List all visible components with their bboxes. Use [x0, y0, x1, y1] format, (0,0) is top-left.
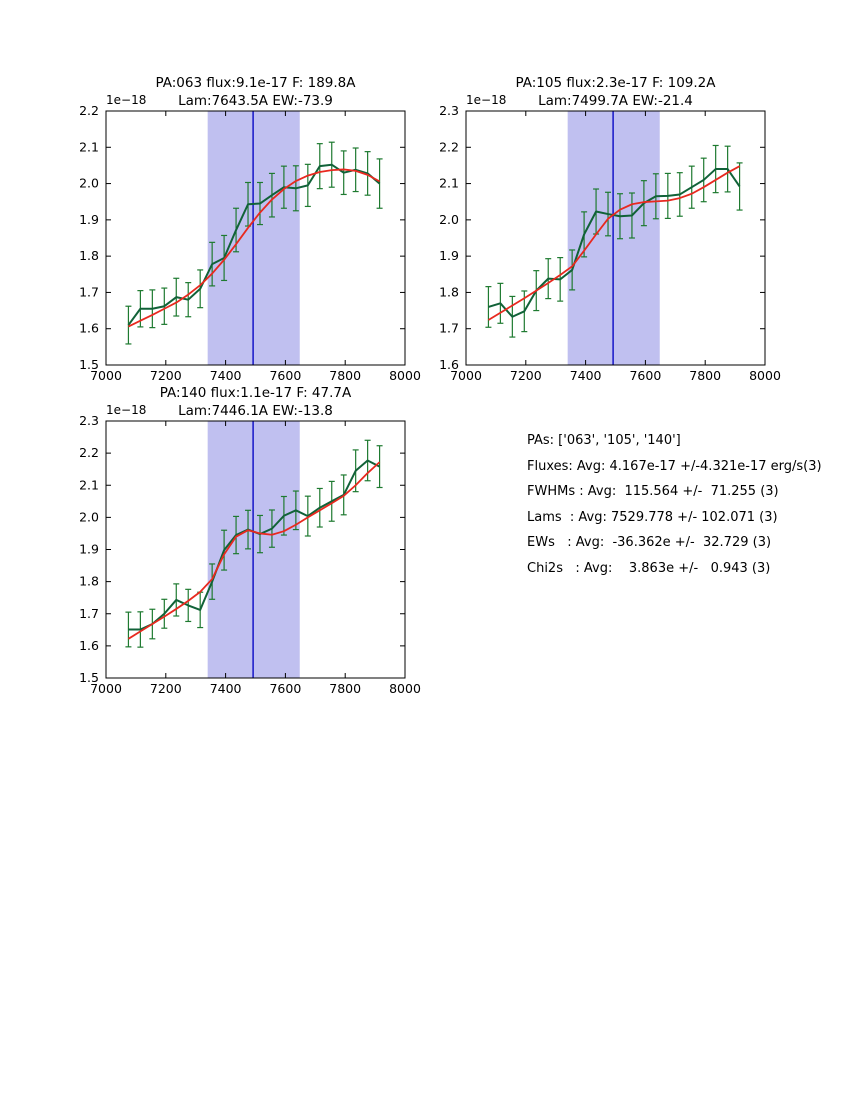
y-tick-label: 2.3: [79, 413, 99, 428]
y-tick-label: 1.5: [79, 357, 99, 372]
plot-title-line1: PA:063 flux:9.1e-17 F: 189.8A: [155, 75, 356, 91]
subplot-pa105: [439, 75, 781, 383]
y-tick-label: 2.2: [79, 445, 99, 461]
y-tick-label: 1.8: [439, 284, 459, 300]
stats-panel: [527, 433, 822, 587]
subplot-pa063: [79, 75, 421, 383]
y-tick-label: 1.6: [79, 637, 99, 653]
y-tick-label: 2.1: [79, 139, 99, 155]
plot-title-line1: PA:140 flux:1.1e-17 F: 47.7A: [159, 385, 352, 401]
stats-line-chi2s: Chi2s : Avg: 3.863e +/- 0.943 (3): [527, 560, 771, 576]
x-tick-label: 8000: [389, 368, 421, 383]
x-tick-label: 7400: [569, 368, 602, 383]
x-tick-label: 7600: [629, 368, 662, 383]
x-tick-label: 7400: [209, 681, 242, 696]
x-tick-label: 7400: [209, 368, 242, 383]
stats-line-ews: EWs : Avg: -36.362e +/- 32.729 (3): [527, 535, 772, 551]
stats-line-lams: Lams : Avg: 7529.778 +/- 102.071 (3): [527, 509, 778, 525]
x-tick-label: 7800: [689, 368, 722, 383]
y-tick-label: 1.9: [79, 211, 99, 227]
y-tick-label: 1.7: [79, 605, 99, 621]
y-tick-label: 1.9: [79, 541, 99, 557]
x-tick-label: 8000: [389, 681, 421, 696]
y-offset-label: 1e−18: [466, 93, 507, 107]
y-tick-label: 2.0: [439, 211, 459, 227]
y-tick-label: 2.2: [79, 103, 99, 118]
plot-title-line1: PA:105 flux:2.3e-17 F: 109.2A: [515, 75, 716, 91]
y-tick-label: 2.1: [439, 175, 459, 191]
x-tick-label: 7600: [269, 368, 302, 383]
y-tick-label: 1.8: [79, 248, 99, 264]
y-tick-label: 1.5: [79, 670, 99, 685]
x-tick-label: 7000: [90, 681, 122, 696]
x-tick-label: 8000: [749, 368, 781, 383]
x-tick-label: 7800: [329, 681, 362, 696]
y-tick-label: 1.7: [439, 320, 459, 336]
stats-line-fwhms: FWHMs : Avg: 115.564 +/- 71.255 (3): [527, 484, 779, 500]
y-tick-label: 1.6: [439, 357, 459, 372]
x-tick-label: 7200: [509, 368, 542, 383]
y-tick-label: 1.7: [79, 284, 99, 300]
y-tick-label: 2.1: [79, 477, 99, 493]
plot-title-line2: Lam:7643.5A EW:-73.9: [178, 93, 333, 109]
plot-title-line2: Lam:7499.7A EW:-21.4: [538, 93, 693, 109]
y-tick-label: 2.0: [79, 175, 99, 191]
y-offset-label: 1e−18: [106, 93, 147, 107]
x-tick-label: 7600: [269, 681, 302, 696]
y-tick-label: 2.2: [439, 139, 459, 155]
y-tick-label: 1.6: [79, 320, 99, 336]
y-tick-label: 1.9: [439, 248, 459, 264]
stats-line-pas: PAs: ['063', '105', '140']: [527, 433, 681, 448]
stats-line-fluxes: Fluxes: Avg: 4.167e-17 +/-4.321e-17 erg/s(3): [527, 458, 822, 474]
y-offset-label: 1e−18: [106, 403, 147, 417]
x-tick-label: 7800: [329, 368, 362, 383]
y-tick-label: 2.0: [79, 509, 99, 525]
x-tick-label: 7200: [149, 368, 182, 383]
x-tick-label: 7200: [149, 681, 182, 696]
plot-title-line2: Lam:7446.1A EW:-13.8: [178, 403, 333, 419]
x-tick-label: 7000: [90, 368, 122, 383]
y-tick-label: 2.3: [439, 103, 459, 118]
y-tick-label: 1.8: [79, 573, 99, 589]
subplot-pa140: [79, 385, 421, 696]
x-tick-label: 7000: [450, 368, 482, 383]
